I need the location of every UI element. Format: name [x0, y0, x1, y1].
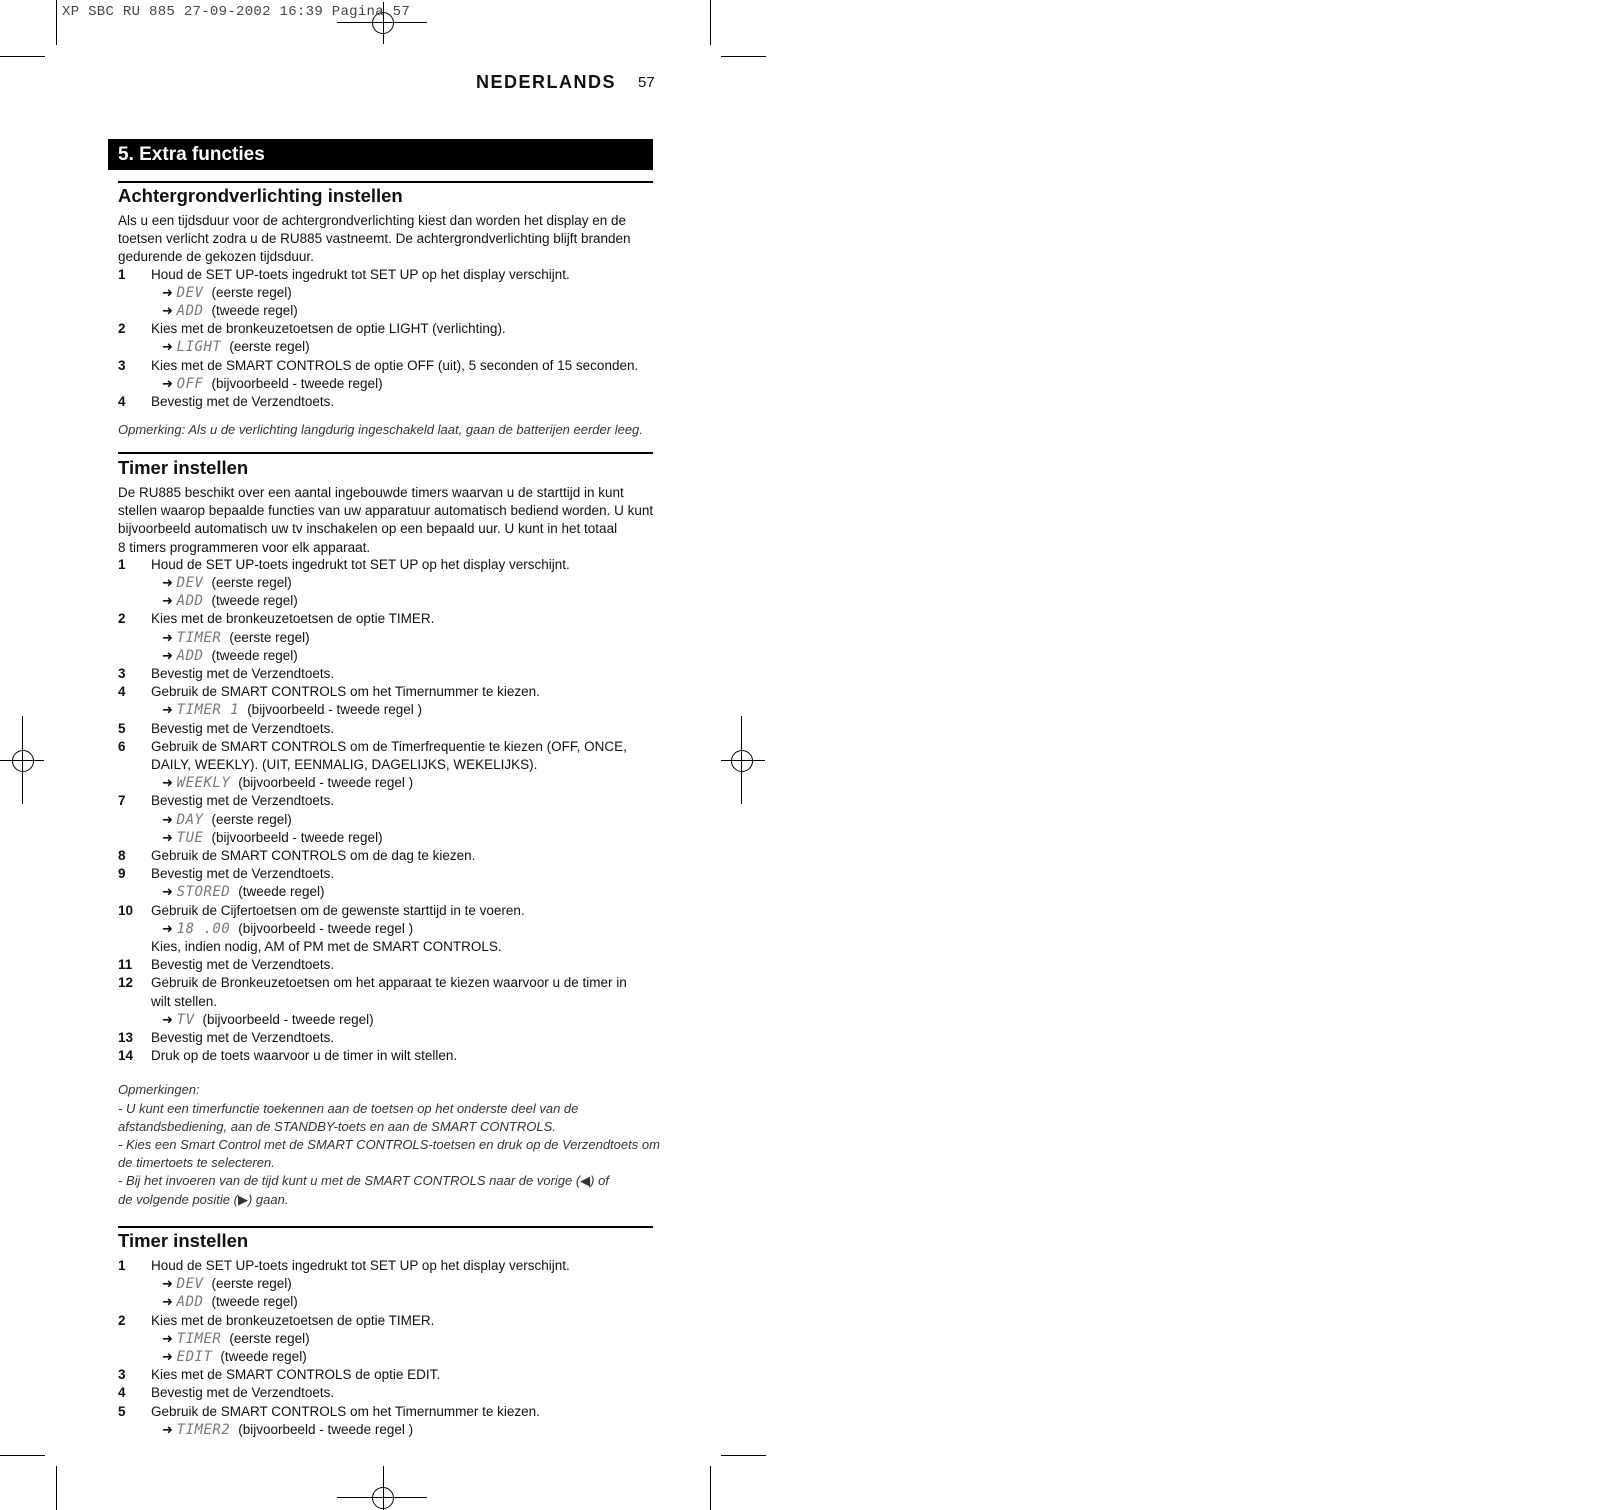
print-slug: XP SBC RU 885 27-09-2002 16:39 Pagina 57: [62, 4, 411, 20]
display-readout: [162, 575, 292, 591]
arrow-icon: ➜: [162, 829, 173, 845]
header-language: NEDERLANDS: [476, 72, 617, 92]
registration-mark-line: [337, 22, 427, 23]
intro-line: 8 timers programmeren voor elk apparaat.: [118, 539, 371, 555]
step-text: Bevestig met de Verzendtoets.: [151, 394, 335, 409]
display-note: (bijvoorbeeld - tweede regel): [202, 1011, 374, 1027]
backlight-section: [118, 212, 653, 442]
step-text: Kies met de bronkeuzetoetsen de optie TIMER.: [151, 611, 435, 627]
arrow-icon: ➜: [162, 575, 173, 590]
step-number: 9: [118, 866, 126, 882]
display-readout: [162, 648, 298, 664]
arrow-icon: ➜: [162, 811, 173, 827]
section-rule: [118, 181, 653, 183]
arrow-icon: ➜: [162, 647, 173, 663]
arrow-icon: ➜: [162, 1349, 173, 1364]
lcd-text: LIGHT: [176, 339, 222, 356]
display-note: (tweede regel): [211, 303, 298, 318]
lcd-text: OFF: [176, 375, 204, 392]
step-text: DAILY, WEEKLY). (UIT, EENMALIG, DAGELIJKS, WEKELIJKS).: [151, 757, 538, 772]
note-line: - U kunt een timerfunctie toekennen aan de toetsen op het onderste deel van de: [118, 1100, 579, 1116]
section-title-timer-edit: Timer instellen: [118, 1230, 249, 1251]
step-number: 2: [118, 611, 126, 627]
display-note: (eerste regel): [211, 575, 292, 590]
display-note: (bijvoorbeeld - tweede regel ): [238, 775, 414, 791]
display-readout: [162, 339, 310, 355]
step-number: 12: [118, 975, 134, 991]
crop-mark: [0, 1455, 45, 1456]
step-text: Kies met de bronkeuzetoetsen de optie TIMER.: [151, 1312, 435, 1328]
registration-mark-line: [0, 760, 44, 761]
step-text: Gebruik de Bronkeuzetoetsen om het apparaat te kiezen waarvoor u de timer in: [151, 975, 627, 991]
step-number: 4: [118, 684, 126, 700]
note-line: - Kies een Smart Control met de SMART CONTROLS-toetsen en druk op de Verzendtoets om: [118, 1137, 660, 1152]
timer-edit-section: [118, 1258, 653, 1448]
display-readout: [162, 630, 310, 646]
step-text: Kies met de SMART CONTROLS de optie OFF (uit), 5 seconden of 15 seconden.: [151, 357, 639, 373]
step-number: 1: [118, 556, 126, 572]
section-rule: [118, 452, 653, 454]
arrow-icon: ➜: [162, 284, 173, 300]
display-readout: [162, 1294, 298, 1310]
lcd-text: DAY: [176, 811, 204, 828]
display-note: (eerste regel): [211, 284, 292, 300]
note-line: - Bij het invoeren van de tijd kunt u met de SMART CONTROLS naar de vorige (◀) of: [118, 1173, 609, 1189]
arrow-icon: ➜: [162, 593, 173, 609]
step-number: 5: [118, 1403, 126, 1419]
lcd-text: ADD: [176, 303, 204, 319]
display-readout: [162, 1422, 413, 1438]
step-text: Bevestig met de Verzendtoets.: [151, 793, 335, 809]
arrow-icon: ➜: [162, 1294, 173, 1310]
step-number: 7: [118, 793, 126, 809]
page-number: 57: [638, 74, 655, 91]
step-number: 2: [118, 1312, 126, 1328]
display-readout: [162, 884, 325, 900]
step-text: Gebruik de SMART CONTROLS om het Timernummer te kiezen.: [151, 1403, 540, 1419]
display-readout: [162, 921, 413, 937]
step-number: 5: [118, 720, 126, 736]
arrow-icon: ➜: [162, 1421, 173, 1437]
step-text: Bevestig met de Verzendtoets.: [151, 1385, 335, 1401]
display-note: (eerste regel): [229, 629, 310, 645]
lcd-text: TIMER: [176, 629, 222, 646]
section-title-backlight: Achtergrondverlichting instellen: [118, 185, 403, 206]
note-line: afstandsbediening, aan de STANDBY-toets en aan de SMART CONTROLS.: [118, 1118, 556, 1134]
lcd-text: EDIT: [176, 1349, 213, 1365]
lcd-text: ADD: [176, 647, 204, 664]
display-readout: [162, 812, 292, 828]
notes-title: Opmerkingen:: [118, 1082, 200, 1098]
arrow-icon: ➜: [162, 375, 173, 391]
display-note: (bijvoorbeeld - tweede regel ): [238, 920, 414, 936]
step-text: Bevestig met de Verzendtoets.: [151, 957, 335, 973]
display-note: (tweede regel): [220, 1349, 307, 1364]
note-line: de timertoets te selecteren.: [118, 1155, 275, 1171]
lcd-text: DEV: [176, 575, 204, 591]
lcd-text: DEV: [176, 1276, 204, 1293]
step-number: 3: [118, 666, 126, 681]
display-readout: [162, 1331, 310, 1347]
step-text: Bevestig met de Verzendtoets.: [151, 866, 335, 882]
crop-mark: [56, 1466, 57, 1510]
step-number: 4: [118, 1385, 126, 1401]
step-number: 8: [118, 848, 126, 863]
step-text: Gebruik de SMART CONTROLS om de dag te kiezen.: [151, 848, 476, 863]
step-number: 1: [118, 266, 126, 282]
crop-mark: [56, 0, 57, 45]
lcd-text: DEV: [176, 284, 204, 301]
lcd-text: ADD: [176, 1294, 204, 1311]
arrow-icon: ➜: [162, 1330, 173, 1346]
lcd-text: ADD: [176, 593, 204, 610]
display-readout: [162, 285, 292, 301]
display-note: (tweede regel): [211, 1294, 298, 1310]
lcd-text: STORED: [176, 884, 231, 901]
step-text: Gebruik de SMART CONTROLS om de Timerfrequentie te kiezen (OFF, ONCE,: [151, 738, 627, 754]
registration-mark-icon: [12, 750, 34, 772]
step-number: 3: [118, 357, 126, 373]
display-readout: [162, 775, 413, 791]
section-title-timer: Timer instellen: [118, 457, 249, 478]
arrow-icon: ➜: [162, 1011, 173, 1027]
step-number: 6: [118, 738, 126, 754]
step-text: Bevestig met de Verzendtoets.: [151, 1030, 335, 1045]
section-rule: [118, 1226, 653, 1228]
display-note: (eerste regel): [211, 1276, 292, 1292]
step-text: Gebruik de SMART CONTROLS om het Timernummer te kiezen.: [151, 684, 540, 700]
lcd-text: TV: [176, 1011, 195, 1028]
arrow-icon: ➜: [162, 1276, 173, 1292]
crop-mark: [721, 1455, 766, 1456]
display-note: (tweede regel): [211, 593, 298, 609]
lcd-text: TUE: [176, 829, 204, 846]
display-readout: [162, 303, 298, 319]
display-note: (bijvoorbeeld - tweede regel ): [238, 1421, 414, 1437]
display-note: (bijvoorbeeld - tweede regel): [211, 829, 383, 845]
step-text: wilt stellen.: [151, 993, 218, 1009]
step-text: Gebruik de Cijfertoetsen om de gewenste starttijd in te voeren.: [151, 902, 525, 918]
lcd-text: TIMER 1: [176, 702, 240, 719]
step-number: 1: [118, 1258, 126, 1273]
step-number: 11: [118, 957, 133, 973]
display-readout: [162, 1349, 307, 1365]
crop-mark: [0, 56, 45, 57]
timer-section: [118, 484, 660, 1207]
intro-line: De RU885 beschikt over een aantal ingebouwde timers waarvan u de starttijd in kunt: [118, 485, 624, 500]
intro-line: Als u een tijdsduur voor de achtergrondverlichting kiest dan worden het display en de: [118, 213, 627, 228]
arrow-icon: ➜: [162, 702, 173, 718]
lcd-text: TIMER2: [176, 1421, 231, 1438]
display-readout: [162, 1012, 374, 1028]
arrow-icon: ➜: [162, 884, 173, 900]
step-text: Houd de SET UP-toets ingedrukt tot SET UP op het display verschijnt.: [151, 1258, 570, 1273]
step-text: Houd de SET UP-toets ingedrukt tot SET UP op het display verschijnt.: [151, 556, 570, 572]
display-readout: [162, 830, 383, 846]
intro-line: gedurende de gekozen tijdsduur.: [118, 249, 314, 265]
arrow-icon: ➜: [162, 629, 173, 645]
registration-mark-icon: [731, 750, 753, 772]
step-text: Houd de SET UP-toets ingedrukt tot SET UP op het display verschijnt.: [151, 266, 570, 282]
arrow-icon: ➜: [162, 775, 173, 791]
crop-mark: [710, 0, 711, 45]
arrow-icon: ➜: [162, 339, 173, 355]
step-text: Druk op de toets waarvoor u de timer in wilt stellen.: [151, 1048, 458, 1064]
display-note: (tweede regel): [238, 884, 325, 900]
step-number: 2: [118, 321, 126, 337]
display-note: (tweede regel): [211, 647, 298, 663]
crop-mark: [721, 56, 766, 57]
step-number: 3: [118, 1367, 126, 1383]
step-number: 14: [118, 1048, 134, 1064]
arrow-icon: ➜: [162, 303, 173, 318]
step-number: 13: [118, 1030, 134, 1045]
crop-mark: [710, 1466, 711, 1510]
display-readout: [162, 1276, 292, 1292]
arrow-icon: ➜: [162, 920, 173, 936]
intro-line: toetsen verlicht zodra u de RU885 vastneemt. De achtergrondverlichting blijft branden: [118, 231, 631, 247]
display-readout: [162, 376, 383, 392]
display-note: (eerste regel): [229, 1330, 310, 1346]
display-readout: [162, 702, 422, 718]
lcd-text: TIMER: [176, 1330, 222, 1347]
step-number: 10: [118, 902, 134, 918]
step-text: Kies met de bronkeuzetoetsen de optie LIGHT (verlichting).: [151, 321, 506, 337]
intro-line: bijvoorbeeld automatisch uw tv inschakelen op een bepaald uur. U kunt in het totaal: [118, 521, 618, 537]
note-line: de volgende positie (▶) gaan.: [118, 1191, 289, 1207]
intro-line: stellen waarop bepaalde functies van uw apparatuur automatisch bediend worden. U kunt: [118, 503, 654, 519]
step-number: 4: [118, 394, 126, 409]
display-note: (bijvoorbeeld - tweede regel): [211, 375, 383, 391]
display-note: (eerste regel): [229, 339, 310, 355]
lcd-text: WEEKLY: [176, 775, 231, 792]
step-extra: Kies, indien nodig, AM of PM met de SMART CONTROLS.: [151, 939, 502, 954]
display-readout: [162, 593, 298, 609]
registration-mark-line: [721, 760, 765, 761]
step-text: Bevestig met de Verzendtoets.: [151, 666, 335, 681]
display-note: (eerste regel): [211, 811, 292, 827]
chapter-title: 5. Extra functies: [108, 139, 653, 170]
step-text: Kies met de SMART CONTROLS de optie EDIT.: [151, 1367, 441, 1383]
lcd-text: 18 .00: [176, 920, 231, 937]
display-note: (bijvoorbeeld - tweede regel ): [247, 702, 423, 718]
note: Opmerking: Als u de verlichting langdurig ingeschakeld laat, gaan de batterijen eerder leeg.: [118, 422, 643, 438]
registration-mark-line: [337, 1497, 427, 1498]
step-text: Bevestig met de Verzendtoets.: [151, 720, 335, 736]
registration-mark-line: [383, 1466, 384, 1510]
